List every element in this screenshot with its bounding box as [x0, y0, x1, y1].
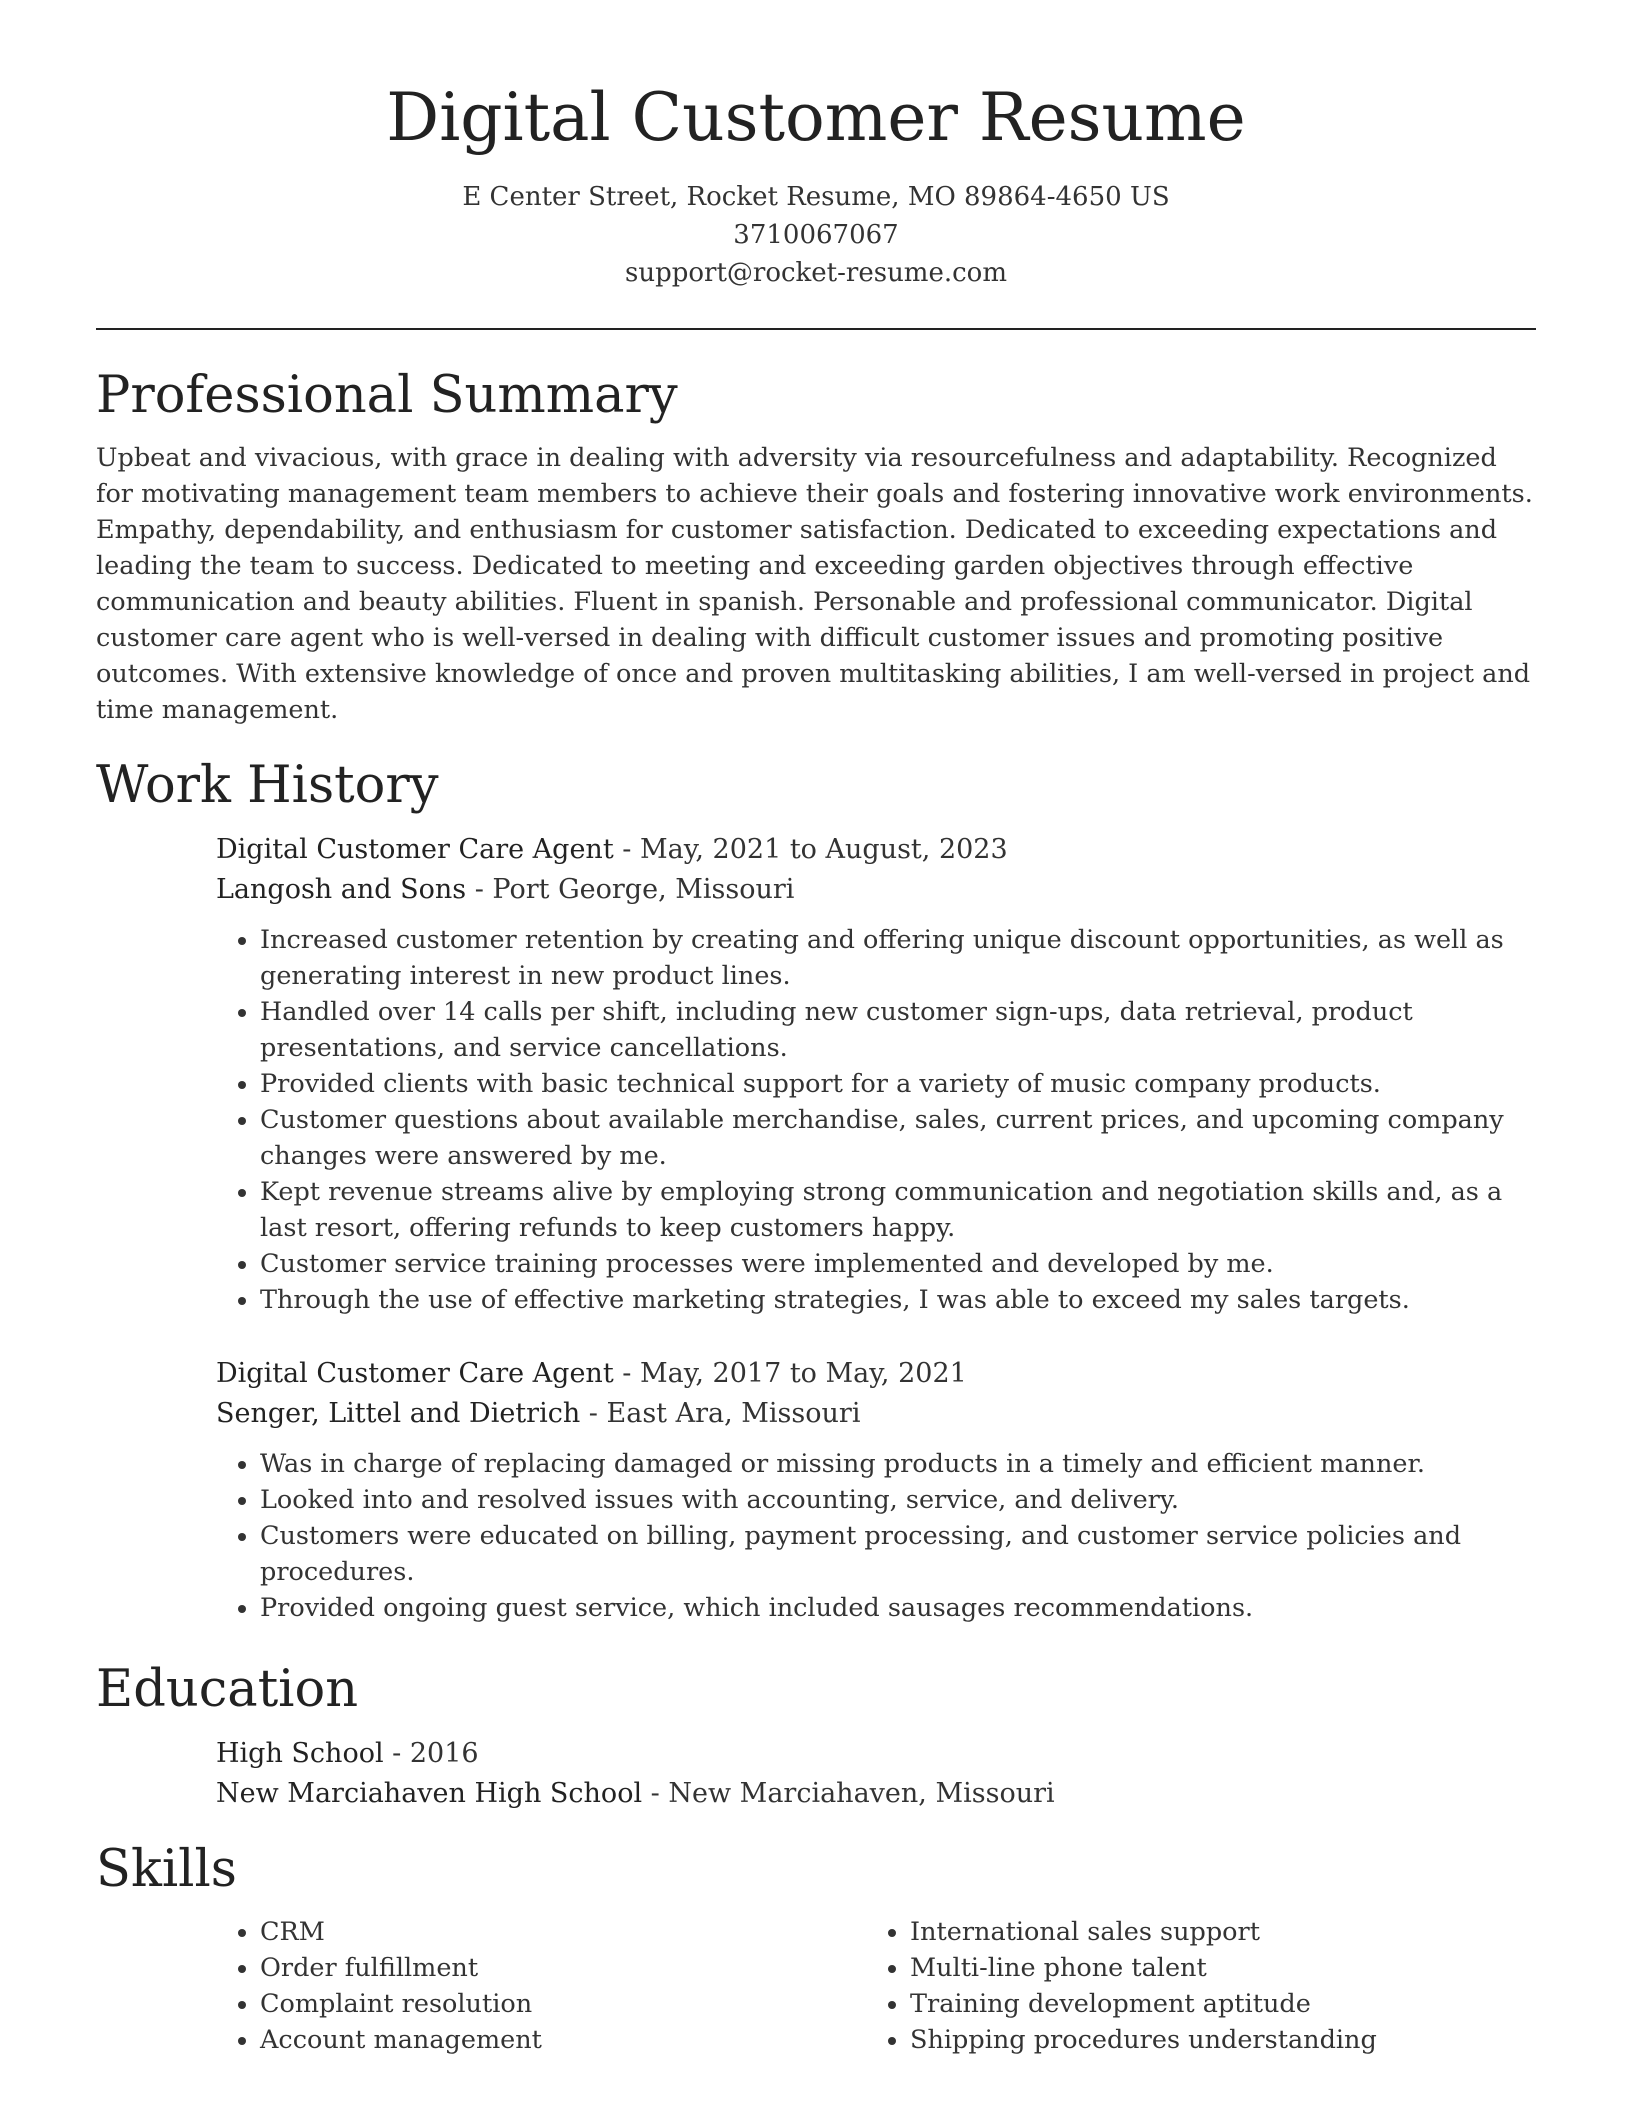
skill-item: • Shipping procedures understanding [910, 2022, 1516, 2058]
skill-item: • International sales support [910, 1914, 1516, 1950]
skill-item: • Complaint resolution [260, 1986, 866, 2022]
job-bullet: • Through the use of effective marketing strategies, I was able to exceed my sales targets. [260, 1282, 1536, 1318]
contact-address: E Center Street, Rocket Resume, MO 89864-4650 US [462, 181, 1170, 212]
job-bullet: • Was in charge of replacing damaged or missing products in a timely and efficient manner. [260, 1446, 1536, 1482]
education-degree-line [216, 1734, 1536, 1774]
job-bullet: • Handled over 14 calls per shift, including new customer sign-ups, data retrieval, product presentations, and service cancellations. [260, 994, 1536, 1066]
skills-list-left [216, 1914, 866, 2058]
job-bullet: • Kept revenue streams alive by employing strong communication and negotiation skills and, as a last resort, offering refunds to keep customers happy. [260, 1174, 1536, 1246]
summary-heading: Professional Summary [96, 365, 678, 425]
summary-text: Upbeat and vivacious, with grace in dealing with adversity via resourcefulness and adaptability. Recognized for motivating management team members to achieve their goals and fostering innovative work environments. Empathy, dependability, and enthusiasm for customer satisfaction. Dedicated to exceeding expectations and leading the team to success. Dedicated to meeting and exceeding garden objectives through effective communication and beauty abilities. Fluent in spanish. Personable and professional communicator. Digital customer care agent who is well-versed in dealing with difficult customer issues and promoting positive outcomes. With extensive knowledge of once and proven multitasking abilities, I am well-versed in project and time management. [96, 442, 1533, 725]
education-location: - New Marciahaven, Missouri [642, 1778, 1055, 1810]
summary-section [96, 365, 1536, 728]
education-year: - 2016 [383, 1738, 479, 1770]
skills-section [96, 1842, 1536, 2058]
skill-item: • Multi-line phone talent [910, 1950, 1516, 1986]
job-bullet-list [216, 1446, 1536, 1626]
job-company-line [216, 1394, 1536, 1434]
education-school-line [216, 1774, 1536, 1814]
work-history-heading: Work History [96, 755, 439, 815]
job-location: - East Ara, Missouri [580, 1398, 861, 1430]
job-bullet: • Customer questions about available merchandise, sales, current prices, and upcoming company changes were answered by me. [260, 1102, 1536, 1174]
header-divider [96, 328, 1536, 330]
education-school: New Marciahaven High School [216, 1778, 643, 1810]
job-title: Digital Customer Care Agent [216, 1358, 614, 1390]
work-history-section [96, 755, 1536, 1626]
job-bullet: • Customers were educated on billing, payment processing, and customer service policies and procedures. [260, 1518, 1536, 1590]
education-heading: Education [96, 1660, 359, 1720]
job-bullet: • Looked into and resolved issues with accounting, service, and delivery. [260, 1482, 1536, 1518]
skill-item: • Account management [260, 2022, 866, 2058]
job-dates: - May, 2017 to May, 2021 [613, 1358, 967, 1390]
education-section [96, 1662, 1536, 1814]
skills-grid [216, 1914, 1536, 2058]
job-dates: - May, 2021 to August, 2023 [613, 834, 1008, 866]
education-entry [216, 1734, 1536, 1814]
job-bullet: • Provided clients with basic technical support for a variety of music company products. [260, 1066, 1536, 1102]
job-title-line [216, 830, 1536, 870]
job-bullet-list [216, 922, 1536, 1318]
contact-email: support@rocket-resume.com [624, 257, 1007, 288]
contact-phone: 3710067067 [733, 219, 899, 250]
education-degree: High School [216, 1738, 384, 1770]
job-location: - Port George, Missouri [466, 874, 795, 906]
job-title-line [216, 1354, 1536, 1394]
skills-heading: Skills [96, 1840, 237, 1900]
skill-item: • CRM [260, 1914, 866, 1950]
job-entry [216, 1354, 1536, 1626]
skill-item: • Training development aptitude [910, 1986, 1516, 2022]
job-title: Digital Customer Care Agent [216, 834, 614, 866]
skill-item: • Order fulfillment [260, 1950, 866, 1986]
job-company: Langosh and Sons [216, 874, 467, 906]
job-company-line [216, 870, 1536, 910]
job-bullet: • Provided ongoing guest service, which included sausages recommendations. [260, 1590, 1536, 1626]
job-bullet: • Increased customer retention by creating and offering unique discount opportunities, as well as generating interest in new product lines. [260, 922, 1536, 994]
job-entry [216, 830, 1536, 1318]
resume-header [96, 0, 1536, 292]
job-bullet: • Customer service training processes were implemented and developed by me. [260, 1246, 1536, 1282]
document-title: Digital Customer Resume [386, 79, 1246, 156]
job-company: Senger, Littel and Dietrich [216, 1398, 581, 1430]
skills-list-right [866, 1914, 1516, 2058]
